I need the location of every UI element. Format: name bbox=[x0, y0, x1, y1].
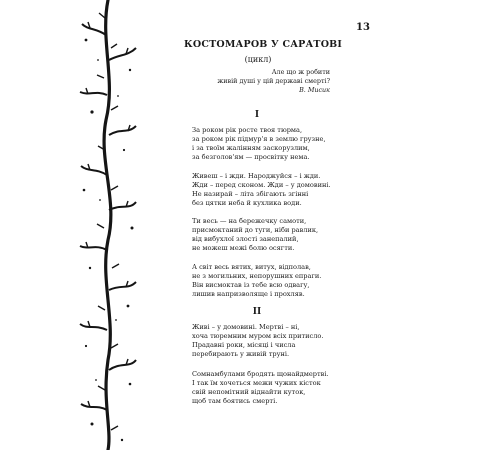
verse-line: Сомнамбулами бродять щонайдмертві. bbox=[192, 370, 329, 378]
verse-line: І так їм хочеться межи чужих кісток bbox=[192, 379, 321, 387]
page-number: 13 bbox=[356, 22, 370, 33]
verse-line: не можеш межі болю осягти. bbox=[192, 244, 295, 252]
epigraph-author: В. Мисик bbox=[299, 86, 330, 95]
verse-line: перебирають у живій труні. bbox=[192, 350, 290, 358]
verse-line: свій непомітний віднайти куток, bbox=[192, 388, 306, 396]
verse-line: Ти весь — на бережечку самоти, bbox=[192, 217, 307, 225]
stanza bbox=[192, 370, 329, 406]
verse-line: Прадавні роки, місяці і числа bbox=[192, 341, 296, 349]
thorny-vine-illustration bbox=[78, 0, 138, 450]
verse-line: За роком рік росте твоя тюрма, bbox=[192, 126, 303, 134]
poem-cycle-subtitle: (цикл) bbox=[244, 55, 272, 64]
stanza bbox=[192, 263, 321, 299]
verse-line: щоб там боятись смерті. bbox=[192, 397, 278, 405]
epigraph bbox=[217, 68, 330, 95]
verse-line: Жди – перед сконом. Жди – у домовині. bbox=[192, 181, 331, 189]
verse-line: від вибухлої злості занепалий, bbox=[192, 235, 299, 243]
verse-line: присмоктаний до туги, ніби равлик, bbox=[192, 226, 319, 234]
section-heading: I bbox=[254, 110, 260, 120]
stanza bbox=[192, 323, 323, 359]
section-heading: II bbox=[252, 307, 262, 317]
verse-line: хоча тюремним муром всіх притисло. bbox=[192, 332, 324, 340]
verse-line: без цятки неба й кухлика води. bbox=[192, 199, 302, 207]
verse-line: не з могильних, непорушних епраги. bbox=[192, 272, 322, 280]
verse-line: лишив напризволяще і прохляв. bbox=[192, 290, 305, 298]
verse-line: за безголов'ям — просвітку нема. bbox=[192, 153, 310, 161]
verse-line: і за твоїм жалінням заскорузлим, bbox=[192, 144, 310, 152]
verse-line: Живі – у домовині. Мертві – ні, bbox=[192, 323, 300, 331]
stanza bbox=[192, 172, 331, 208]
verse-line: Він висмоктав із тебе всю одвагу, bbox=[192, 281, 310, 289]
stanza bbox=[192, 217, 318, 253]
poem-cycle-title: КОСТОМАРОВ У САРАТОВІ bbox=[184, 39, 343, 50]
verse-line: Живеш – і жди. Народжуйся – і жди. bbox=[192, 172, 321, 180]
verse-line: Не назирай – літа збігають згінні bbox=[192, 190, 309, 198]
stanza bbox=[192, 126, 326, 162]
epigraph-line: живій душі у цій державі смерті? bbox=[217, 76, 330, 85]
epigraph-line: Але що ж робити bbox=[271, 68, 330, 76]
verse-line: А світ весь вятих, витух, відполав, bbox=[192, 263, 311, 271]
verse-line: за роком рік підмур'я в землю грузне, bbox=[192, 135, 326, 143]
